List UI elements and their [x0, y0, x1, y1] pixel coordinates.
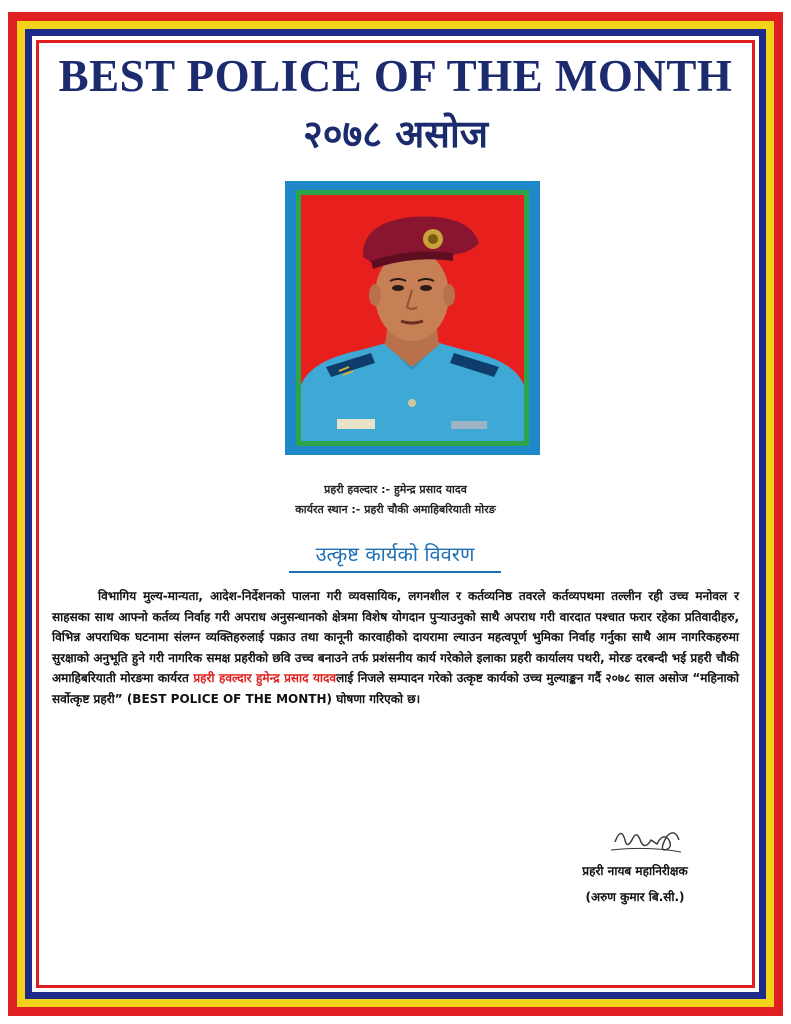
photo-green-border	[296, 190, 529, 446]
page-title: BEST POLICE OF THE MONTH	[58, 51, 733, 101]
signatory-title: प्रहरी नायब महानिरीक्षक	[582, 864, 688, 878]
citation-text-part1: विभागिय मुल्य-मान्यता, आदेश-निर्देशनको पालना गरी व्यवसायिक, लगनशील र कर्तव्यनिष्ठ तवरले कर्तव्यपथमा तल्लीन रही उच्च मनोवल र साहसका साथ आफ्नो कर्तव्य निर्वाह गरी अपराध अनुसन्धानको क्षेत्रमा विशेष योगदान पुऱ्याउनुको साथै अपराध गरी वारदात पश्चात फरार रहेका प्रतिवादीहरु, विभिन्न अपराधिक घटनामा संलग्न व्यक्तिहरुलाई पक्राउ तथा कानूनी कारवाहीको दायरामा ल्याउन महत्वपूर्ण भुमिका निर्वाह गर्नुका साथै आम नागरिकहरुमा सुरक्षाको अनुभूति हुने गरी नागरिक समक्ष प्रहरीको छवि उच्च बनाउने तर्फ प्रशंसनीय कार्य गरेकोले इलाका प्रहरी कार्यालय पथरी, मोरङ दरबन्दी भई प्रहरी चौकी अमाहिबरियाती मोरङमा कार्यरत	[52, 589, 739, 685]
citation-paragraph	[52, 586, 739, 709]
citation-highlight-name: प्रहरी हवल्दार हुमेन्द्र प्रसाद यादव	[193, 671, 337, 685]
officer-photo	[301, 195, 524, 441]
page-subtitle-date: २०७८ असोज	[302, 112, 489, 156]
officer-rank-name: प्रहरी हवल्दार :- हुमेन्द्र प्रसाद यादव	[324, 483, 467, 496]
citation-text-part2: लाई निजले सम्पादन गरेको उत्कृष्ट कार्यको उच्च मुल्याङ्कन गर्दै २०७८ साल असोज “महिनाको सर्वोत्कृष्ट प्रहरी” (BEST POLICE OF THE MONTH) घोषणा गरिएको छ।	[52, 671, 739, 706]
signature-image	[607, 820, 687, 865]
officer-portrait-image	[301, 195, 524, 441]
section-underline	[289, 571, 501, 573]
section-heading: उत्कृष्ट कार्यको विवरण	[315, 542, 475, 566]
officer-posting: कार्यरत स्थान :- प्रहरी चौकी अमाहिबरियाती मोरङ	[295, 503, 496, 516]
signatory-name: (अरुण कुमार बि.सी.)	[585, 890, 685, 904]
officer-photo-frame	[285, 181, 540, 455]
